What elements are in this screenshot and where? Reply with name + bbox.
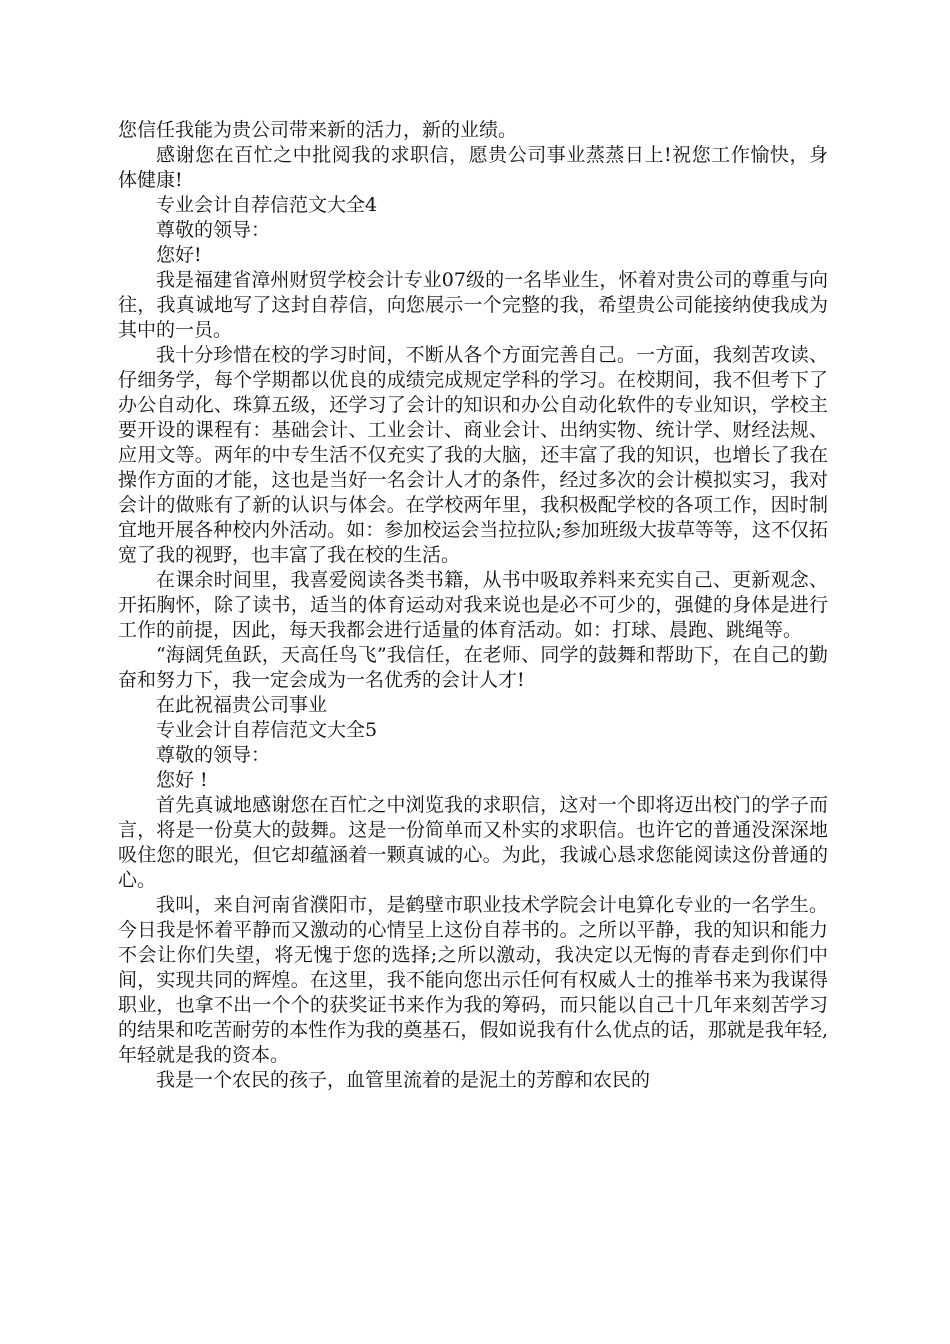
paragraph-thanks: 感谢您在百忙之中批阅我的求职信，愿贵公司事业蒸蒸日上!祝您工作愉快，身体健康!	[118, 144, 828, 191]
paragraph-intro: 我是福建省漳州财贸学校会计专业07级的一名毕业生，怀着对贵公司的尊重与向往，我真诚地写了这封自荐信，向您展示一个完整的我，希望贵公司能接纳使我成为其中的一员。	[118, 269, 828, 341]
salutation: 尊敬的领导：	[156, 219, 271, 241]
paragraph-thanks-reading: 首先真诚地感谢您在百忙之中浏览我的求职信，这对一个即将迈出校门的学子而言，将是一份莫大的鼓舞。这是一份简单而又朴实的求职信。也许它的普通没深深地吸住您的眼光，但它却蕴涵着一颗真诚的心。为此，我诚心恳求您能阅读这份普通的心。	[118, 794, 828, 891]
section-heading-4: 专业会计自荐信范文大全4	[156, 194, 378, 216]
salutation: 尊敬的领导：	[156, 744, 271, 766]
greeting: 您好 !	[156, 769, 208, 791]
document-page	[118, 118, 828, 1093]
paragraph-continuation: 您信任我能为贵公司带来新的活力，新的业绩。	[118, 119, 518, 141]
closing-wish: 在此祝福贵公司事业	[156, 694, 328, 716]
paragraph-quote: “海阔凭鱼跃，天高任鸟飞”我信任，在老师、同学的鼓舞和帮助下，在自己的勤奋和努力下，我一定会成为一名优秀的会计人才!	[118, 644, 828, 691]
paragraph-study: 我十分珍惜在校的学习时间，不断从各个方面完善自己。一方面，我刻苦攻读、仔细务学，每个学期都以优良的成绩完成规定学科的学习。在校期间，我不但考下了办公自动化、珠算五级，还学习了会计的知识和办公自动化软件的专业知识，学校主要开设的课程有：基础会计、工业会计、商业会计、出纳实物、统计学、财经法规、应用文等。两年的中专生活不仅充实了我的大脑，还丰富了我的知识，也增长了我在操作方面的才能，这也是当好一名会计人才的条件，经过多次的会计模拟实习，我对会计的做账有了新的认识与体会。在学校两年里，我积极配学校的各项工作，因时制宜地开展各种校内外活动。如：参加校运会当拉拉队;参加班级大拔草等等，这不仅拓宽了我的视野，也丰富了我在校的生活。	[118, 344, 828, 566]
paragraph-hobbies: 在课余时间里，我喜爱阅读各类书籍，从书中吸取养料来充实自己、更新观念、开拓胸怀，除了读书，适当的体育运动对我来说也是必不可少的，强健的身体是进行工作的前提，因此，每天我都会进行适量的体育活动。如：打球、晨跑、跳绳等。	[118, 569, 828, 641]
paragraph-self-intro: 我叫，来自河南省濮阳市，是鹤壁市职业技术学院会计电算化专业的一名学生。今日我是怀着平静而又激动的心情呈上这份自荐书的。之所以平静，我的知识和能力不会让你们失望，将无愧于您的选择;之所以激动，我决定以无悔的青春走到你们中间，实现共同的辉煌。在这里，我不能向您出示任何有权威人士的推举书来为我谋得职业，也拿不出一个个的获奖证书来作为我的筹码，而只能以自己十几年来刻苦学习的结果和吃苦耐劳的本性作为我的奠基石，假如说我有什么优点的话，那就是我年轻,年轻就是我的资本。	[118, 894, 828, 1066]
section-heading-5: 专业会计自荐信范文大全5	[156, 719, 378, 741]
greeting: 您好!	[156, 244, 202, 266]
paragraph-background: 我是一个农民的孩子，血管里流着的是泥土的芳醇和农民的	[156, 1069, 651, 1091]
